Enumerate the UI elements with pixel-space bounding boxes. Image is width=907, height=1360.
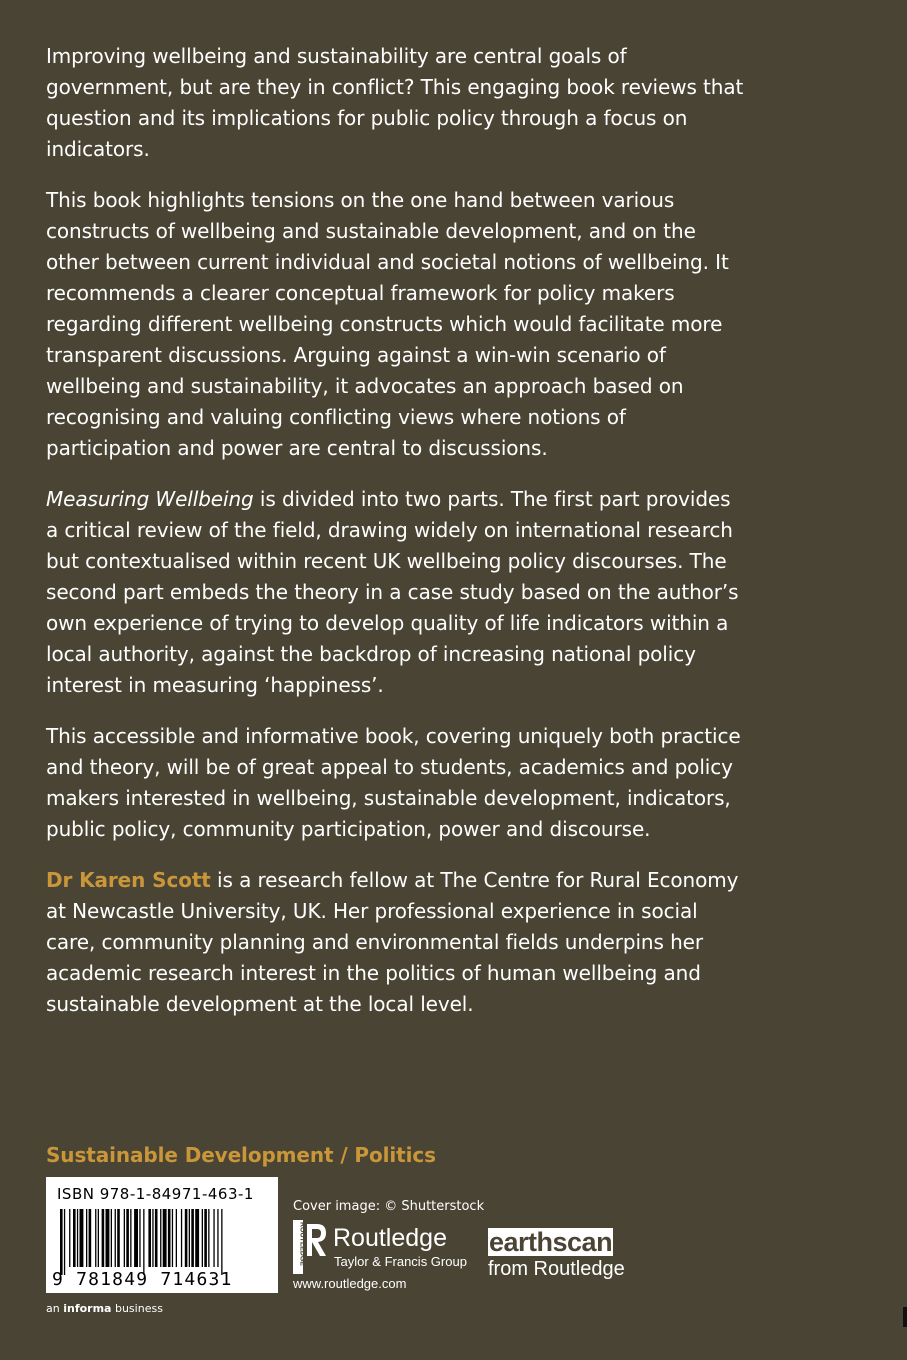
- edge-crop-mark: [903, 1307, 907, 1327]
- routledge-logo-icon: [293, 1220, 329, 1274]
- informa-prefix: an: [46, 1302, 64, 1315]
- informa-business-label: [46, 1302, 163, 1315]
- back-cover-blurb: [46, 41, 746, 1040]
- blurb-paragraph-3: [46, 484, 746, 701]
- routledge-url: www.routledge.com: [293, 1276, 407, 1291]
- informa-suffix: business: [111, 1302, 163, 1315]
- subject-category: Sustainable Development / Politics: [46, 1143, 436, 1167]
- blurb-paragraph-1: Improving wellbeing and sustainability are central goals of government, but are they in conflict? This engaging book reviews that question and its implications for public policy through a focus on indicators.: [46, 44, 744, 161]
- earthscan-from-routledge: from Routledge: [488, 1258, 625, 1280]
- blurb-paragraph-3-text: is divided into two parts. The first part provides a critical review of the field, drawing widely on international research but contextualised within recent UK wellbeing policy discourses. The second part embeds the theory in a case study based on the author’s own experience of trying to develop quality of life indicators within a local authority, against the backdrop of increasing national policy interest in measuring ‘happiness’.: [46, 487, 739, 697]
- isbn-label: ISBN 978-1-84971-463-1: [57, 1185, 254, 1203]
- book-title-italic: Measuring Wellbeing: [46, 487, 254, 511]
- barcode-digits: 9 781849 714631: [52, 1269, 233, 1290]
- routledge-name: Routledge: [333, 1224, 447, 1252]
- author-bio-text: is a research fellow at The Centre for Rural Economy at Newcastle University, UK. Her professional experience in social care, community planning and environmental fields underpins her academic research interest in the politics of human wellbeing and sustainable development at the local level.: [46, 868, 739, 1016]
- earthscan-logo: earthscan: [489, 1227, 613, 1257]
- blurb-paragraph-2: This book highlights tensions on the one hand between various constructs of wellbeing and sustainable development, and on the other between current individual and societal notions of wellbeing. It recommends a clearer conceptual framework for policy makers regarding different wellbeing constructs which would facilitate more transparent discussions. Arguing against a win-win scenario of wellbeing and sustainability, it advocates an approach based on recognising and valuing conflicting views where notions of participation and power are central to discussions.: [46, 188, 729, 460]
- cover-image-credit: Cover image: © Shutterstock: [293, 1199, 485, 1214]
- blurb-paragraph-4: This accessible and informative book, covering uniquely both practice and theory, will be of great appeal to students, academics and policy makers interested in wellbeing, sustainable development, indicators, public policy, community participation, power and discourse.: [46, 724, 741, 841]
- taylor-francis-group: Taylor & Francis Group: [334, 1254, 467, 1269]
- author-bio: [46, 865, 746, 1020]
- author-name: Dr Karen Scott: [46, 868, 211, 892]
- informa-brand: informa: [63, 1302, 112, 1315]
- routledge-spine-text: ROUTLEDGE: [298, 1222, 306, 1266]
- isbn-barcode: [46, 1177, 278, 1293]
